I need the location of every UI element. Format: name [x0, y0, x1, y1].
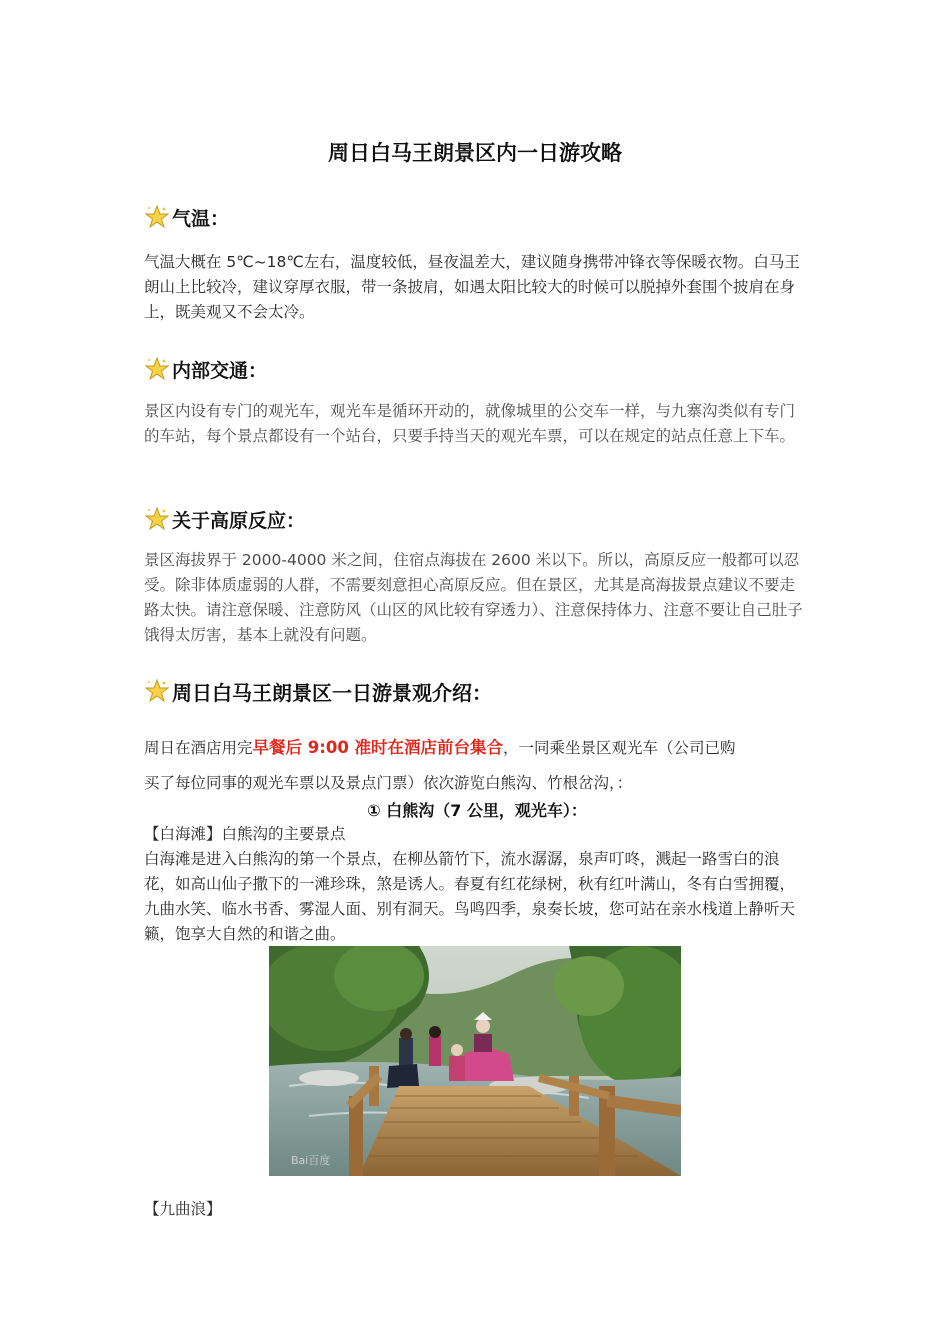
scenery-photo — [269, 946, 681, 1176]
intro-paragraph-line1 — [144, 735, 810, 761]
heading-text: 周日白马王朗景区一日游景观介绍： — [172, 681, 492, 705]
stop-title: ① 白熊沟（7 公里，观光车）： — [367, 801, 587, 820]
star-icon — [144, 204, 170, 232]
intro-text-before: 周日在酒店用完 — [144, 739, 253, 757]
paragraph-temperature: 气温大概在 5℃~18℃左右，温度较低，昼夜温差大，建议随身携带冲锋衣等保暖衣物。白马王朗山上比较冷，建议穿厚衣服，带一条披肩，如遇太阳比较大的时候可以脱掉外套围个披肩在身上，既美观又不会太冷。 — [144, 253, 800, 321]
intro-text-after: ，一同乘坐景区观光车（公司已购 — [503, 739, 736, 757]
spot-description-baihaitan: 白海滩是进入白熊沟的第一个景点，在柳丛箭竹下，流水潺潺，泉声叮咚，溅起一路雪白的浪花，如高山仙子撒下的一滩珍珠，煞是诱人。春夏有红花绿树，秋有红叶满山，冬有白雪拥覆，九曲水笑、临水书香、雾湿人面、别有洞天。鸟鸣四季，泉奏长坡，您可站在亲水栈道上静听天籁，饱享大自然的和谐之曲。 — [144, 850, 796, 943]
paragraph-altitude: 景区海拔界于 2000-4000 米之间，住宿点海拔在 2600 米以下。所以，高原反应一般都可以忍受。除非体质虚弱的人群，不需要刻意担心高原反应。但在景区，尤其是高海拔景点建议不要走路太快。请注意保暖、注意防风（山区的风比较有穿透力）、注意保持体力、注意不要让自己肚子饿得太厉害，基本上就没有问题。 — [144, 551, 803, 644]
spot-label-baihaitan: 【白海滩】白熊沟的主要景点 — [144, 825, 346, 843]
star-icon — [144, 356, 170, 384]
heading-text: 关于高原反应： — [172, 510, 306, 532]
page-title: 周日白马王朗景区内一日游攻略 — [328, 141, 622, 165]
heading-text: 气温： — [172, 208, 230, 230]
section-heading-altitude — [144, 500, 305, 534]
section-heading-temperature — [144, 198, 229, 232]
star-icon — [144, 506, 170, 534]
section-heading-transport — [144, 350, 267, 384]
section-heading-intro — [144, 672, 492, 706]
svg-text:Bai百度: Bai百度 — [291, 1154, 331, 1167]
star-icon — [144, 678, 170, 706]
meeting-time-highlight: 早餐后 9:00 准时在酒店前台集合 — [252, 738, 504, 757]
heading-text: 内部交通： — [172, 360, 268, 382]
intro-paragraph-line2: 买了每位同事的观光车票以及景点门票）依次游览白熊沟、竹根岔沟，： — [144, 774, 633, 792]
spot-label-jiuqulang: 【九曲浪】 — [144, 1200, 222, 1218]
paragraph-transport: 景区内设有专门的观光车，观光车是循环开动的，就像城里的公交车一样，与九寨沟类似有专门的车站，每个景点都设有一个站台，只要手持当天的观光车票，可以在规定的站点任意上下车。 — [144, 402, 796, 445]
